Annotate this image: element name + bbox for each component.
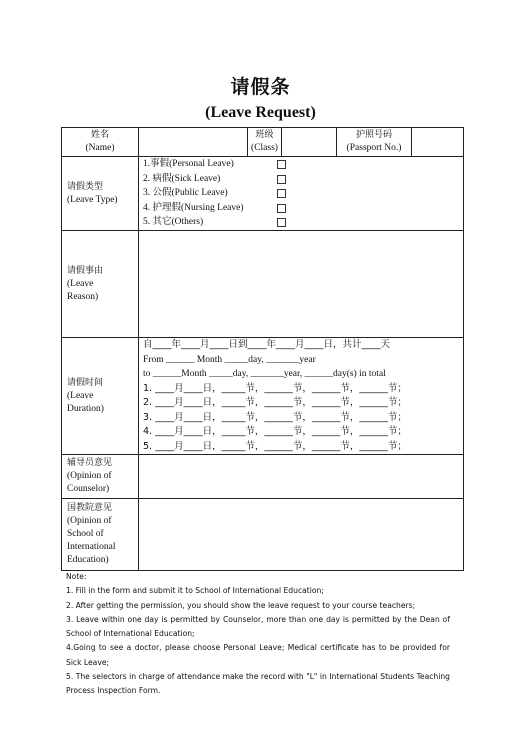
class-label-cn: 班级 [255, 130, 274, 140]
leave-option-label: 5. 其它(Others) [143, 217, 204, 227]
duration-class-row: 3. ____月____日，_____节，______节，______节，______节； [143, 411, 407, 423]
name-field[interactable] [139, 128, 248, 157]
leave-option-nursing[interactable] [139, 201, 463, 216]
checkbox[interactable] [277, 204, 286, 213]
leave-duration-label-cell [62, 338, 139, 455]
leave-request-table [61, 127, 464, 571]
passport-field[interactable] [412, 128, 464, 157]
leave-reason-label-cn: 请假事由 [67, 265, 104, 276]
school-label-en: International [67, 542, 116, 552]
duration-class-row: 4. ____月____日，_____节，______节，______节，______节； [143, 426, 407, 437]
leave-type-row [62, 157, 464, 231]
school-row [62, 499, 464, 571]
note-item: 3. Leave within one day is permitted by Counselor, more than one day is permitted by the Dean of School of International Education; [66, 614, 450, 639]
name-label-en: (Name) [85, 143, 115, 153]
leave-duration-label-en: Duration) [67, 403, 104, 414]
duration-line-en-to: to ______Month _____day, _______year, ______day(s) in total [143, 369, 386, 379]
counselor-row [62, 455, 464, 499]
school-label-cn: 国教院意见 [67, 503, 113, 513]
notes-section [66, 570, 450, 699]
form-subtitle: (Leave Request) [205, 104, 316, 121]
leave-type-label-en: (Leave Type) [67, 194, 118, 205]
header-row [62, 128, 464, 157]
checkbox[interactable] [277, 189, 286, 198]
leave-duration-field[interactable] [139, 338, 464, 455]
note-item: 1. Fill in the form and submit it to School of International Education; [66, 586, 324, 596]
leave-option-others[interactable] [139, 215, 463, 230]
duration-line-cn: 自____年____月____日到____年____月____日，共计____天 [143, 339, 391, 350]
leave-type-label-cn: 请假类型 [67, 181, 104, 192]
leave-type-options [139, 157, 464, 231]
checkbox[interactable] [277, 218, 286, 227]
duration-class-row: 5. ____月____日，_____节，______节，______节，______节； [143, 440, 407, 452]
passport-label-cell [337, 128, 412, 157]
form-title: 请假条 [230, 76, 291, 98]
duration-class-row: 1. ____月____日，_____节，______节，______节，______节； [143, 382, 407, 394]
leave-reason-field[interactable] [139, 231, 464, 338]
leave-option-label: 1.事假(Personal Leave) [143, 159, 234, 169]
checkbox[interactable] [277, 175, 286, 184]
leave-duration-label-en: (Leave [67, 390, 94, 401]
leave-reason-label-en: (Leave [67, 278, 94, 289]
note-item: 5. The selectors in charge of attendance make the record with "L" in International Students Teaching Process Inspection Form. [66, 672, 450, 696]
leave-option-personal[interactable] [139, 157, 463, 172]
class-field[interactable] [282, 128, 337, 157]
class-label-cell [248, 128, 282, 157]
school-label-en: Education) [67, 555, 109, 565]
duration-class-row: 2. ____月____日，_____节，______节，______节，______节； [143, 397, 407, 408]
school-opinion-field[interactable] [139, 499, 464, 571]
note-item: 2. After getting the permission, you should show the leave request to your course teachers; [66, 600, 416, 610]
notes-heading: Note: [66, 572, 87, 581]
counselor-label-cn: 辅导员意见 [67, 458, 113, 468]
counselor-label-en: (Opinion of [67, 471, 112, 481]
leave-duration-label-cn: 请假时间 [67, 377, 104, 388]
school-label-cell [62, 499, 139, 571]
leave-option-sick[interactable] [139, 172, 463, 187]
leave-option-label: 3. 公假(Public Leave) [143, 188, 228, 198]
name-label-cn: 姓名 [90, 130, 109, 140]
passport-label-en: (Passport No.) [346, 143, 402, 153]
counselor-label-cell [62, 455, 139, 499]
leave-option-public[interactable] [139, 186, 463, 201]
name-label-cell [62, 128, 139, 157]
counselor-label-en: Counselor) [67, 484, 110, 494]
counselor-opinion-field[interactable] [139, 455, 464, 499]
note-item: 4.Going to see a doctor, please choose Personal Leave; Medical certificate has to be provided for Sick Leave; [66, 643, 450, 667]
passport-label-cn: 护照号码 [355, 130, 392, 140]
school-label-en: (Opinion of [67, 516, 112, 526]
duration-line-en-from: From ______ Month _____day, _______year [143, 354, 316, 365]
leave-reason-row [62, 231, 464, 338]
school-label-en: School of [67, 529, 104, 539]
leave-type-label-cell [62, 157, 139, 231]
leave-reason-label-en: Reason) [67, 291, 99, 302]
leave-reason-label-cell [62, 231, 139, 338]
leave-duration-row [62, 338, 464, 455]
leave-option-label: 2. 病假(Sick Leave) [143, 173, 221, 184]
class-label-en: (Class) [251, 143, 278, 153]
checkbox[interactable] [277, 160, 286, 169]
leave-option-label: 4. 护理假(Nursing Leave) [143, 202, 244, 213]
